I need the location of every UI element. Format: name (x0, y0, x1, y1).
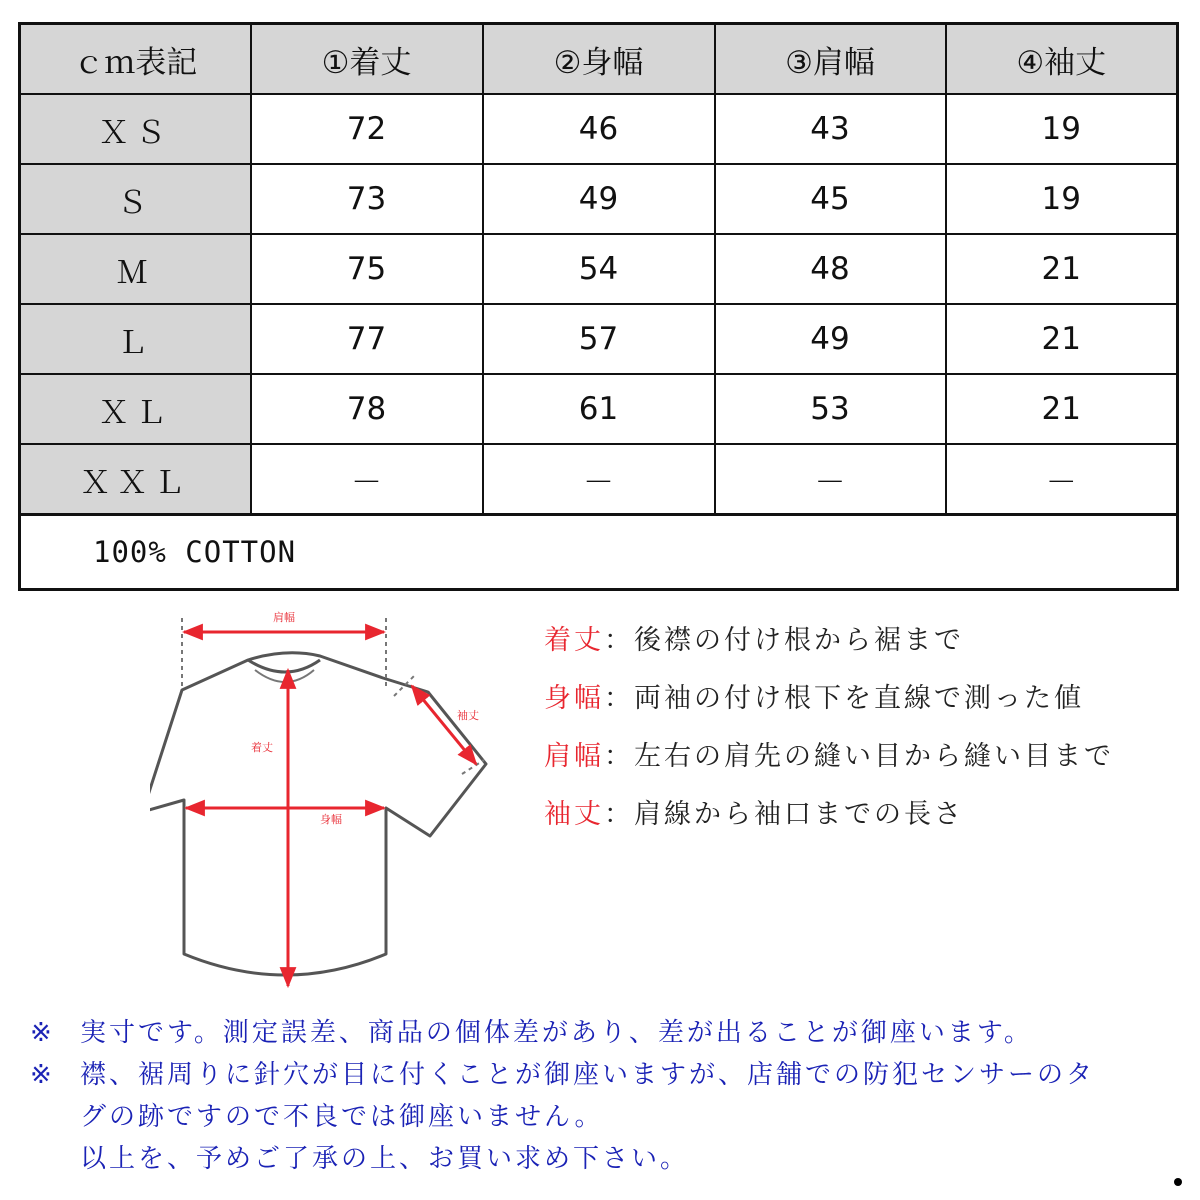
table-cell: 75 (251, 234, 483, 304)
definition-separator: ： (604, 799, 634, 830)
header-sleeve: ④袖丈 (946, 24, 1178, 95)
note-mark: ※ (30, 1018, 55, 1048)
table-row (20, 374, 1178, 444)
definition-row (544, 792, 1184, 850)
note-2-closing (30, 1138, 1190, 1180)
definition-text: 肩線から袖口までの長さ (634, 799, 964, 830)
size-label: ＸＳ (20, 94, 251, 164)
definition-term: 肩幅 (544, 741, 604, 772)
table-cell: 45 (715, 164, 946, 234)
table-cell: 78 (251, 374, 483, 444)
tshirt-outline (150, 653, 486, 975)
width-label: 身幅 (320, 813, 342, 826)
definition-term: 袖丈 (544, 799, 604, 830)
size-label: Ｓ (20, 164, 251, 234)
size-label: ＸＸＬ (20, 444, 251, 515)
tshirt-svg (150, 604, 510, 1004)
header-unit: ｃｍ表記 (20, 24, 251, 95)
table-cell: 57 (483, 304, 715, 374)
header-width: ②身幅 (483, 24, 715, 95)
table-cell: 19 (946, 164, 1178, 234)
table-cell: 21 (946, 234, 1178, 304)
material-text: 100% COTTON (20, 515, 1178, 590)
table-header-row (20, 24, 1178, 95)
measurement-definitions (544, 618, 1184, 850)
note-mark: ※ (30, 1060, 55, 1090)
notes-section (30, 1012, 1190, 1180)
table-cell: 49 (483, 164, 715, 234)
note-2 (30, 1054, 1190, 1096)
size-table (18, 22, 1179, 591)
header-shoulder: ③肩幅 (715, 24, 946, 95)
table-cell: － (251, 444, 483, 515)
definition-separator: ： (604, 741, 634, 772)
note-text: 以上を、予めご了承の上、お買い求め下さい。 (80, 1144, 690, 1174)
sleeve-label: 袖丈 (457, 709, 479, 722)
table-row (20, 234, 1178, 304)
definition-separator: ： (604, 683, 634, 714)
note-text: 襟、裾周りに針穴が目に付くことが御座いますが、店舗での防犯センサーのタ (80, 1060, 1096, 1090)
table-row (20, 164, 1178, 234)
length-label: 着丈 (251, 741, 273, 754)
note-2-continued (30, 1096, 1190, 1138)
header-length: ①着丈 (251, 24, 483, 95)
material-row (20, 515, 1178, 590)
table-row (20, 94, 1178, 164)
table-cell: 46 (483, 94, 715, 164)
definition-text: 左右の肩先の縫い目から縫い目まで (634, 741, 1114, 772)
table-cell: 48 (715, 234, 946, 304)
table-cell: 53 (715, 374, 946, 444)
note-1 (30, 1012, 1190, 1054)
table-cell: 61 (483, 374, 715, 444)
table-cell: 72 (251, 94, 483, 164)
note-text: グの跡ですので不良では御座いません。 (80, 1102, 604, 1132)
definition-text: 両袖の付け根下を直線で測った値 (634, 683, 1084, 714)
definition-text: 後襟の付け根から裾まで (634, 625, 964, 656)
table-cell: 54 (483, 234, 715, 304)
size-label: ＸＬ (20, 374, 251, 444)
table-cell: 49 (715, 304, 946, 374)
table-cell: 21 (946, 374, 1178, 444)
table-cell: 77 (251, 304, 483, 374)
shoulder-label: 肩幅 (273, 611, 295, 624)
table-row (20, 304, 1178, 374)
definition-term: 着丈 (544, 625, 604, 656)
definition-row (544, 676, 1184, 734)
corner-dot (1174, 1178, 1182, 1186)
size-label: Ｌ (20, 304, 251, 374)
table-cell: 43 (715, 94, 946, 164)
definition-term: 身幅 (544, 683, 604, 714)
definition-row (544, 618, 1184, 676)
note-text: 実寸です。測定誤差、商品の個体差があり、差が出ることが御座います。 (80, 1018, 1033, 1048)
table-cell: － (483, 444, 715, 515)
table-cell: 19 (946, 94, 1178, 164)
table-cell: － (715, 444, 946, 515)
table-cell: 73 (251, 164, 483, 234)
definition-row (544, 734, 1184, 792)
definition-separator: ： (604, 625, 634, 656)
table-row (20, 444, 1178, 515)
table-cell: 21 (946, 304, 1178, 374)
table-cell: － (946, 444, 1178, 515)
size-label: Ｍ (20, 234, 251, 304)
tshirt-diagram (150, 604, 510, 1004)
